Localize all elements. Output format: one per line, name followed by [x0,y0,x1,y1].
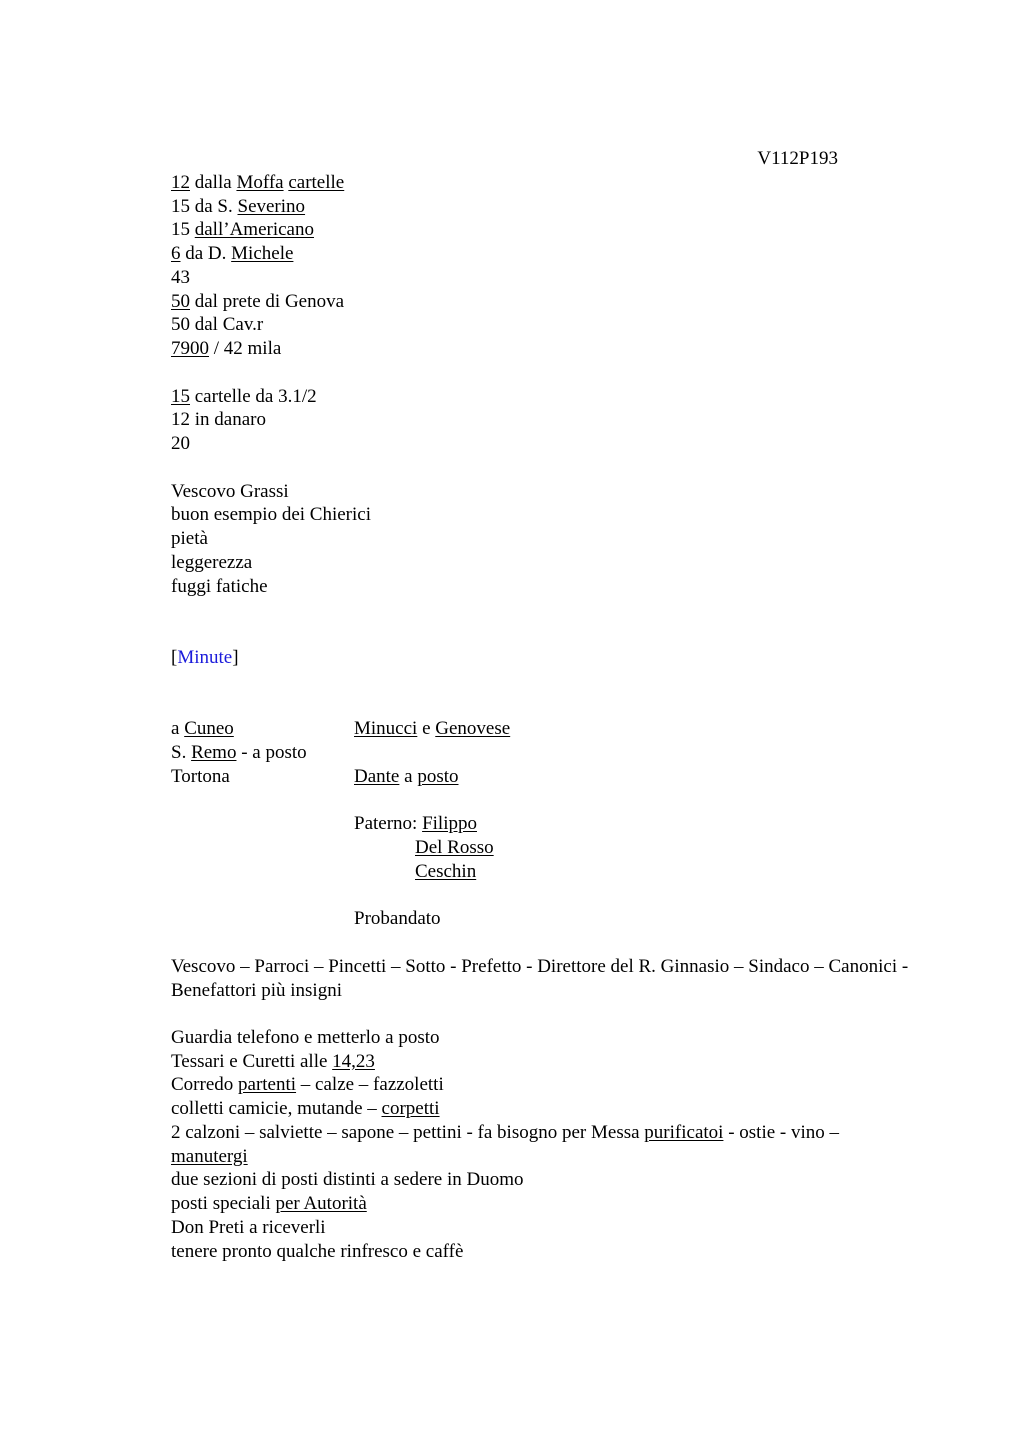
list-item: fuggi fatiche [171,576,268,597]
list-item: 15 da S. Severino [171,196,306,217]
names-del-rosso: Del Rosso [415,837,494,858]
note-line: Guardia telefono e metterlo a posto [171,1027,440,1048]
names-dante: Dante a posto [354,766,459,787]
names-probandato: Probandato [354,908,441,929]
note-line: tenere pronto qualche rinfresco e caffè [171,1241,464,1262]
list-item: buon esempio dei Chierici [171,504,371,525]
note-line: due sezioni di posti distinti a sedere in Duomo [171,1169,524,1190]
document-reference: V112P193 [757,148,838,169]
note-line: Don Preti a riceverli [171,1217,326,1238]
minute-link[interactable]: Minute [177,647,233,668]
list-item: Vescovo Grassi [171,481,289,502]
names-paterno: Paterno: Filippo [354,813,477,834]
list-item: leggerezza [171,552,253,573]
list-item: 15 dall’Americano [171,219,314,240]
list-item: 43 [171,267,190,288]
place-tortona: Tortona [171,766,230,787]
names-ceschin: Ceschin [415,861,477,882]
place-cuneo: a Cuneo [171,718,234,739]
list-item: 20 [171,433,190,454]
list-item: 12 dalla Moffa cartelle [171,172,345,193]
note-line: posti speciali per Autorità [171,1193,367,1214]
note-line: Tessari e Curetti alle 14,23 [171,1051,375,1072]
list-item: 12 in danaro [171,409,266,430]
place-remo: S. Remo - a posto [171,742,307,763]
list-item: 50 dal prete di Genova [171,291,345,312]
note-line: Corredo partenti – calze – fazzoletti [171,1074,444,1095]
list-item: 50 dal Cav.r [171,314,264,335]
invitati-paragraph: Vescovo – Parroci – Pincetti – Sotto - Prefetto - Direttore del R. Ginnasio – Sindaco – Canonici - Benefattori più insigni [171,956,909,1001]
note-line: 2 calzoni – salviette – sapone – pettini - fa bisogno per Messa purificatoi - ostie - vino – manutergi [171,1122,840,1167]
minute-heading: [Minute] [171,647,239,668]
list-item: pietà [171,528,208,549]
list-item: 7900 / 42 mila [171,338,282,359]
note-line: colletti camicie, mutande – corpetti [171,1098,440,1119]
names-minucci-genovese: Minucci e Genovese [354,718,511,739]
list-item: 6 da D. Michele [171,243,294,264]
list-item: 15 cartelle da 3.1/2 [171,386,317,407]
